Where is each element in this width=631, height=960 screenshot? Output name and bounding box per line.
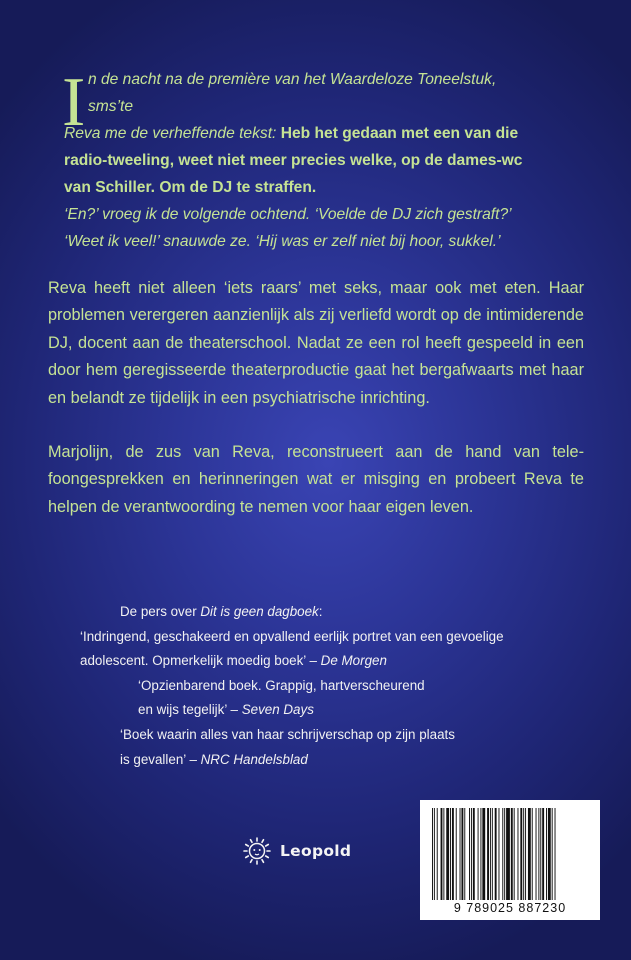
quote-2-line-2: en wijs tegelijk’ – — [138, 702, 242, 718]
quote-3-source: NRC Handelsblad — [200, 751, 308, 767]
press-quotes — [80, 600, 540, 772]
blurb-paragraph-2: Marjolijn, de zus van Reva, reconstrueert aan de hand van telefoongesprekken en herinneringen wat er misging en probeert Reva te helpen de verantwoording te nemen voor haar eigen leven. — [48, 443, 584, 516]
dialogue-line-1: ‘En?’ vroeg ik de volgende ochtend. ‘Voelde de DJ zich gestraft?’ — [64, 206, 512, 223]
barcode — [420, 800, 600, 920]
quote-3-line-1: ‘Boek waarin alles van haar schrijverschap op zijn plaats — [120, 726, 455, 742]
press-heading-title: Dit is geen dagboek — [200, 604, 319, 619]
publisher-logo — [242, 836, 351, 866]
quote-1-source: De Morgen — [320, 653, 387, 669]
intro-line-2-lead: Reva me de verheffende tekst: — [64, 125, 281, 142]
quote-1-text: ‘Indringend, geschakeerd en opvallend eerlijk portret van een gevoelige adolescent. Opmerkelijk moedig boek’ — [80, 628, 504, 669]
press-quote-1 — [80, 625, 570, 674]
dialogue-line-2: ‘Weet ik veel!’ snauwde ze. ‘Hij was er zelf niet bij hoor, sukkel.’ — [64, 233, 501, 250]
blurb-paragraph-1: Reva heeft niet alleen ‘iets raars’ met seks, maar ook met eten. Haar problemen verergeren aanzienlijk als zij verliefd wordt op de intimiderende DJ, docent aan de theaterschool. Nadat ze een rol heeft gespeeld in een door hem geregisseerde theaterproductie gaat het bergafwaarts met haar en belandt ze tijdelijk in een psychiatrische inrichting. — [48, 279, 584, 407]
drop-cap: I — [62, 64, 86, 141]
publisher-name: Leopold — [280, 842, 352, 860]
blurb — [48, 275, 584, 548]
isbn-number: 9 789025 887230 — [453, 901, 567, 915]
intro-line-1: n de nacht na de première van het Waardeloze Toneelstuk, sms’te — [88, 71, 497, 115]
press-heading-end: : — [318, 604, 323, 619]
press-heading — [120, 600, 540, 625]
sms-text: Heb het gedaan met een van die radio-tweeling, weet niet meer precies welke, op de dames-wc van Schiller. Om de DJ te straffen. — [64, 125, 523, 196]
press-heading-lead: De pers over — [120, 604, 201, 619]
quote-2-source: Seven Days — [241, 702, 314, 718]
barcode-bars — [430, 808, 590, 900]
quote-2-line-1: ‘Opzienbarend boek. Grappig, hartverscheurend — [138, 677, 425, 693]
intro-excerpt — [64, 66, 534, 255]
press-quote-3 — [120, 723, 540, 772]
quote-3-line-2: is gevallen’ – — [120, 751, 201, 767]
lion-head-icon — [242, 836, 272, 866]
quote-1-dash: – — [309, 653, 321, 669]
press-quote-2 — [138, 674, 540, 723]
